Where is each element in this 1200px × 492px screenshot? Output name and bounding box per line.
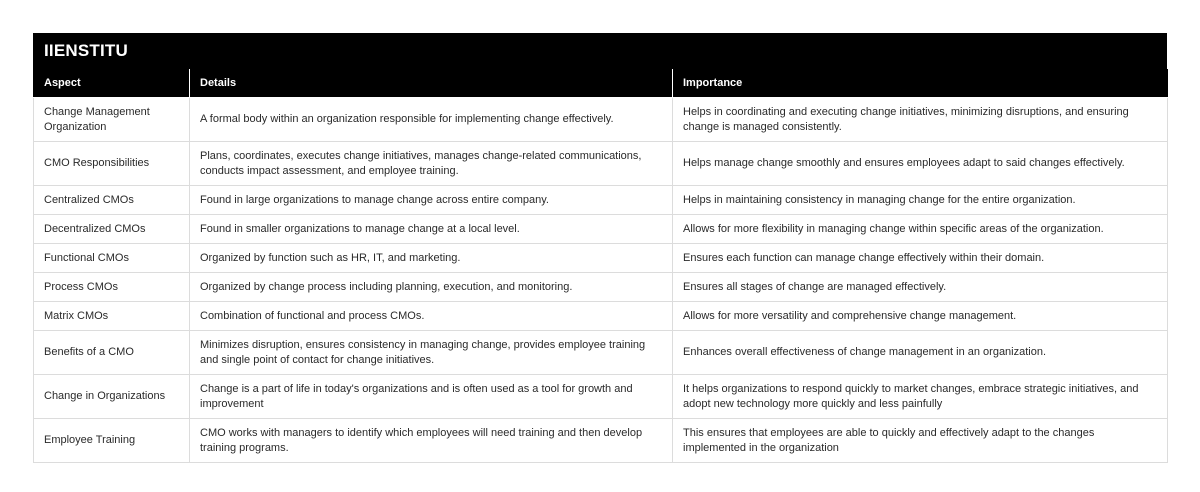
table-row: [34, 244, 1168, 273]
cell-importance: Ensures all stages of change are managed effectively.: [673, 273, 1168, 302]
cell-details: Combination of functional and process CMOs.: [190, 302, 673, 331]
table-row: [34, 273, 1168, 302]
cell-aspect: Functional CMOs: [34, 244, 190, 273]
cell-importance: Enhances overall effectiveness of change management in an organization.: [673, 331, 1168, 375]
table-row: [34, 215, 1168, 244]
header-aspect: Aspect: [34, 69, 190, 98]
header-details: Details: [190, 69, 673, 98]
cell-details: Found in smaller organizations to manage change at a local level.: [190, 215, 673, 244]
cell-details: Organized by change process including planning, execution, and monitoring.: [190, 273, 673, 302]
header-row: [34, 69, 1168, 98]
cell-importance: It helps organizations to respond quickly to market changes, embrace strategic initiatives, and adopt new technology more quickly and less painfully: [673, 375, 1168, 419]
cell-details: A formal body within an organization responsible for implementing change effectively.: [190, 98, 673, 142]
cmo-table: [33, 69, 1168, 463]
cell-importance: Allows for more versatility and comprehensive change management.: [673, 302, 1168, 331]
cell-details: Plans, coordinates, executes change initiatives, manages change-related communications, conducts impact assessment, and employee training.: [190, 142, 673, 186]
cell-details: Minimizes disruption, ensures consistency in managing change, provides employee training and single point of contact for change initiatives.: [190, 331, 673, 375]
cell-importance: Allows for more flexibility in managing change within specific areas of the organization.: [673, 215, 1168, 244]
table-row: [34, 142, 1168, 186]
table-row: [34, 419, 1168, 463]
cell-aspect: Matrix CMOs: [34, 302, 190, 331]
cell-details: Change is a part of life in today's organizations and is often used as a tool for growth and improvement: [190, 375, 673, 419]
cell-details: CMO works with managers to identify which employees will need training and then develop training programs.: [190, 419, 673, 463]
table-row: [34, 302, 1168, 331]
cell-aspect: Employee Training: [34, 419, 190, 463]
cell-importance: Helps in maintaining consistency in managing change for the entire organization.: [673, 186, 1168, 215]
brand-title: IIENSTITU: [44, 41, 128, 60]
table-row: [34, 375, 1168, 419]
cell-details: Organized by function such as HR, IT, and marketing.: [190, 244, 673, 273]
cell-importance: This ensures that employees are able to quickly and effectively adapt to the changes implemented in the organization: [673, 419, 1168, 463]
cell-aspect: CMO Responsibilities: [34, 142, 190, 186]
table-header: [34, 69, 1168, 98]
cell-importance: Helps in coordinating and executing change initiatives, minimizing disruptions, and ensuring change is managed consistently.: [673, 98, 1168, 142]
table-container: [33, 33, 1167, 463]
table-body: [34, 98, 1168, 463]
cell-importance: Helps manage change smoothly and ensures employees adapt to said changes effectively.: [673, 142, 1168, 186]
table-row: [34, 186, 1168, 215]
cell-importance: Ensures each function can manage change effectively within their domain.: [673, 244, 1168, 273]
cell-aspect: Change Management Organization: [34, 98, 190, 142]
cell-aspect: Change in Organizations: [34, 375, 190, 419]
table-row: [34, 331, 1168, 375]
cell-aspect: Decentralized CMOs: [34, 215, 190, 244]
table-row: [34, 98, 1168, 142]
cell-aspect: Centralized CMOs: [34, 186, 190, 215]
header-importance: Importance: [673, 69, 1168, 98]
cell-details: Found in large organizations to manage change across entire company.: [190, 186, 673, 215]
cell-aspect: Process CMOs: [34, 273, 190, 302]
brand-banner: [33, 33, 1167, 69]
cell-aspect: Benefits of a CMO: [34, 331, 190, 375]
